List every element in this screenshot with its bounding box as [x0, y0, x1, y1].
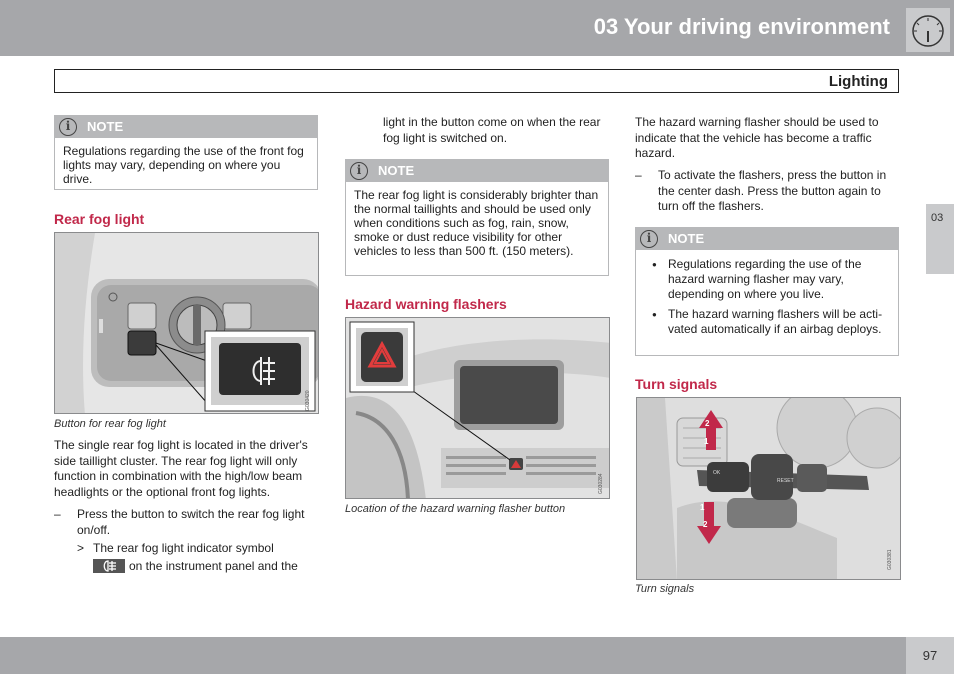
chapter-tab-label: 03: [931, 212, 944, 224]
section-bar: [54, 69, 899, 93]
paragraph-hazard: The hazard warning flasher should be used to indicate that the vehicle has become a traffic hazard.: [635, 115, 879, 160]
figure-code: G030284: [598, 473, 604, 494]
heading-hazard-flashers: Hazard warning flashers: [345, 296, 507, 312]
heading-rear-fog-light: Rear fog light: [54, 211, 145, 227]
figure-turn-signals: [636, 397, 901, 580]
note-label: NOTE: [378, 163, 415, 178]
note-front-fog: [54, 115, 318, 190]
note-list: [644, 257, 890, 337]
svg-text:OK: OK: [713, 470, 721, 476]
paragraph-continued: light in the button come on when the rear fog light is switched on.: [383, 115, 601, 145]
note-list-item: ● Regulations regarding the use of the hazard warning flasher may vary, depending on where you live.: [644, 257, 890, 302]
step-rear-fog: [54, 507, 320, 538]
figure-code: G030420: [305, 390, 311, 411]
light-switch-illustration: [55, 233, 319, 414]
turn-arrow-label: 1: [704, 437, 709, 446]
rear-fog-indicator-icon: [93, 559, 125, 573]
turn-signal-illustration: [637, 398, 901, 580]
speedometer-icon: [906, 8, 950, 52]
result-line-2-wrap: [77, 559, 320, 575]
note-header: [346, 160, 608, 182]
section-title: Lighting: [828, 73, 888, 90]
page-number: 97: [922, 648, 938, 663]
turn-arrow-label: 2: [703, 520, 708, 529]
note-header: [636, 228, 898, 250]
note-text: Regulations regarding the use of the front fog lights may vary, depending on where you drive.: [63, 144, 304, 186]
caption-rear-fog: Button for rear fog light: [54, 418, 166, 430]
note-rear-fog: [345, 159, 609, 276]
figure-rear-fog-button: [54, 232, 319, 414]
page-header: [0, 0, 954, 56]
step-hazard: [635, 168, 901, 215]
result-rear-fog: [77, 541, 320, 574]
note-text: The rear fog light is considerably brighter than the normal taillights and should be used only when conditions such as fog, rain, snow, smoke or dust reduce visibility for other vehicles to less than 500 ft. (150 meters).: [354, 188, 599, 258]
step-text: Press the button to switch the rear fog light on/off.: [77, 507, 305, 537]
paragraph-rear-fog: The single rear fog light is located in the driver's side taillight cluster. The rear fog light will only function in combination with the high/low beam headlights or the optional front fog lights.: [54, 438, 308, 499]
svg-text:RESET: RESET: [777, 478, 794, 484]
result-line-2: on the instrument panel and the: [129, 558, 298, 573]
step-text: To activate the flashers, press the button in the center dash. Press the button again to turn off the flashers.: [658, 168, 887, 213]
info-icon: i: [59, 118, 77, 136]
page-number-box: [906, 637, 954, 674]
chapter-title: 03 Your driving environment: [593, 14, 890, 39]
note-label: NOTE: [668, 231, 705, 246]
note-body: [636, 250, 898, 348]
heading-turn-signals: Turn signals: [635, 376, 718, 392]
result-marker: >: [77, 541, 85, 555]
note-list-item: ● The hazard warning flashers will be acti-vated automatically if an airbag deploys.: [644, 307, 890, 337]
figure-hazard-button: [345, 317, 610, 499]
result-line-1: The rear fog light indicator symbol: [93, 541, 274, 555]
step-marker: –: [635, 168, 642, 182]
chapter-tab: [926, 204, 954, 274]
dashboard-illustration: [346, 318, 610, 499]
step-marker: –: [54, 507, 61, 521]
info-icon: i: [640, 230, 658, 248]
note-header: [55, 116, 317, 138]
turn-arrow-label: 2: [705, 419, 710, 428]
figure-code: G030381: [887, 549, 893, 570]
info-icon: i: [350, 162, 368, 180]
caption-turn-signals: Turn signals: [635, 583, 695, 595]
note-label: NOTE: [87, 119, 124, 134]
turn-arrow-label: 1: [700, 503, 705, 512]
page-footer: [0, 637, 954, 674]
caption-hazard: Location of the hazard warning flasher button: [345, 503, 566, 515]
note-hazard: [635, 227, 899, 356]
